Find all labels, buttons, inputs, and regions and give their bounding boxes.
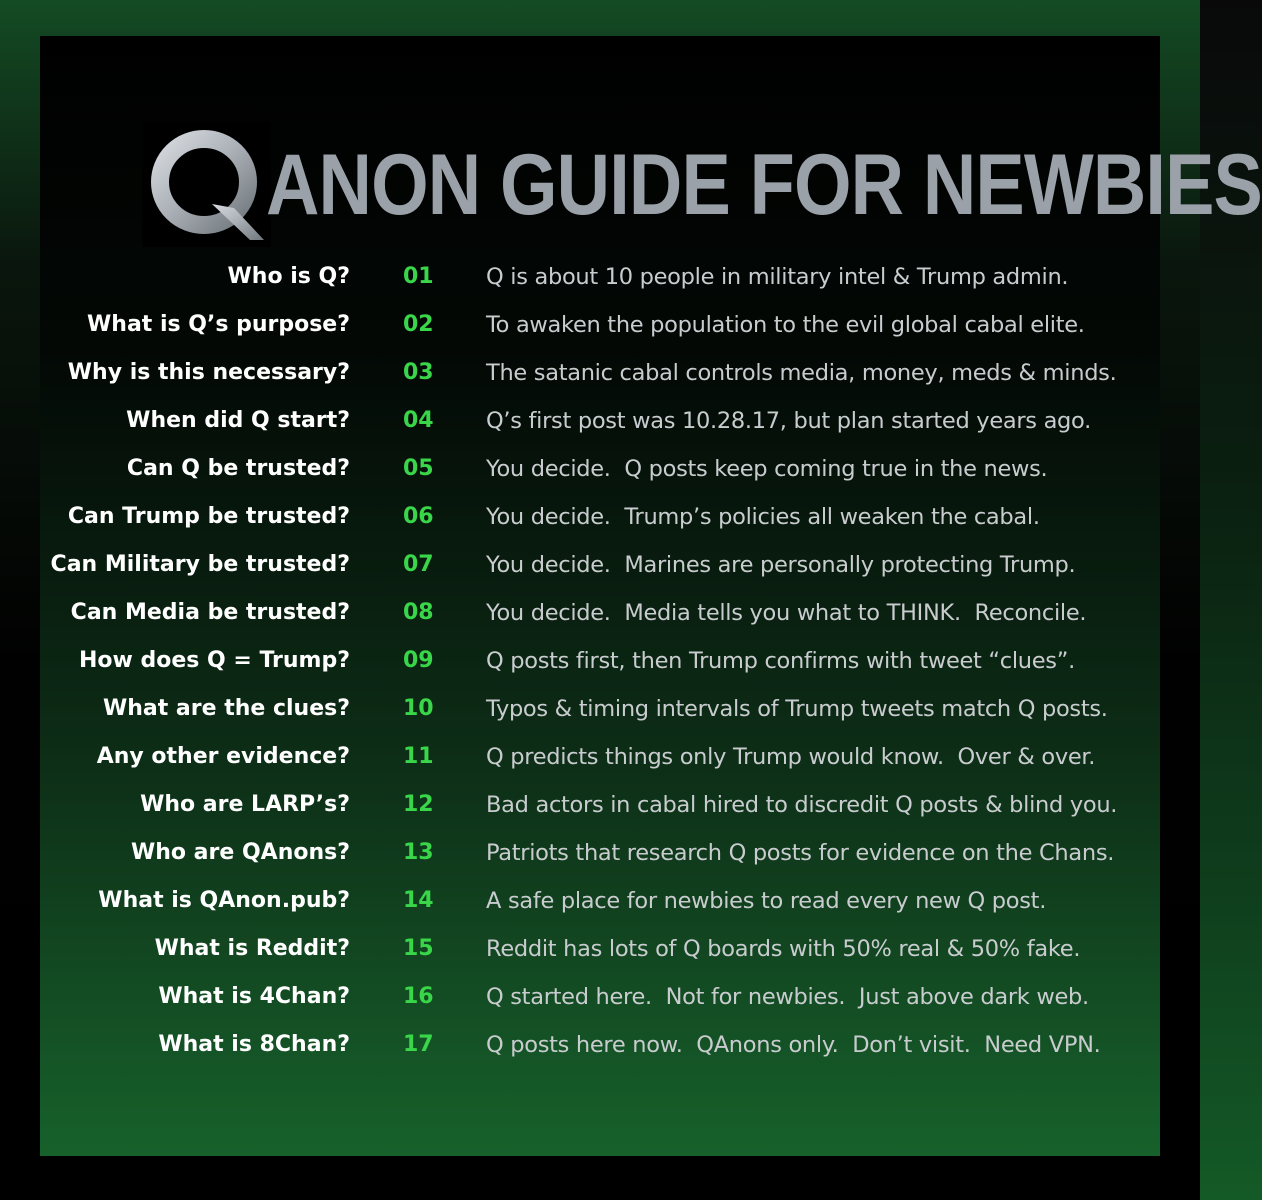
item-number: 16: [403, 984, 434, 1009]
answer-text: You decide. Q posts keep coming true in the news.: [486, 456, 1048, 482]
question-label: Can Trump be trusted?: [67, 504, 350, 529]
answer-text: The satanic cabal controls media, money, meds & minds.: [486, 360, 1117, 386]
question-label: Who is Q?: [227, 264, 350, 289]
answer-text: Reddit has lots of Q boards with 50% real & 50% fake.: [486, 936, 1081, 962]
answer-text: You decide. Trump’s policies all weaken the cabal.: [486, 504, 1040, 530]
list-item: [40, 400, 1160, 448]
answer-text: Q predicts things only Trump would know. Over & over.: [486, 744, 1096, 770]
item-number: 12: [403, 792, 434, 817]
answer-text: Q posts here now. QAnons only. Don’t visit. Need VPN.: [486, 1032, 1101, 1058]
question-label: Can Military be trusted?: [50, 552, 350, 577]
item-number: 10: [403, 696, 434, 721]
answer-text: A safe place for newbies to read every new Q post.: [486, 888, 1047, 914]
item-number: 17: [403, 1032, 434, 1057]
answer-text: Q posts first, then Trump confirms with tweet “clues”.: [486, 648, 1075, 674]
q-logo-icon: [142, 122, 271, 247]
list-item: [40, 592, 1160, 640]
question-label: What is 4Chan?: [158, 984, 350, 1009]
question-label: How does Q = Trump?: [78, 648, 350, 673]
question-label: Who are LARP’s?: [140, 792, 350, 817]
question-label: What is 8Chan?: [158, 1032, 350, 1057]
item-number: 05: [403, 456, 434, 481]
list-item: [40, 352, 1160, 400]
question-label: What is QAnon.pub?: [98, 888, 350, 913]
question-label: When did Q start?: [126, 408, 350, 433]
item-number: 02: [403, 312, 434, 337]
item-number: 09: [403, 648, 434, 673]
answer-text: To awaken the population to the evil global cabal elite.: [486, 312, 1085, 338]
item-number: 14: [403, 888, 434, 913]
answer-text: Q started here. Not for newbies. Just above dark web.: [486, 984, 1089, 1010]
answer-text: Patriots that research Q posts for evidence on the Chans.: [486, 840, 1115, 866]
list-item: [40, 688, 1160, 736]
question-label: Can Media be trusted?: [70, 600, 350, 625]
question-label: Who are QAnons?: [130, 840, 350, 865]
answer-text: Typos & timing intervals of Trump tweets match Q posts.: [486, 696, 1108, 722]
question-label: Any other evidence?: [96, 744, 350, 769]
answer-text: You decide. Marines are personally protecting Trump.: [486, 552, 1076, 578]
answer-text: Q is about 10 people in military intel & Trump admin.: [486, 264, 1069, 290]
question-label: Why is this necessary?: [67, 360, 350, 385]
question-label: What is Reddit?: [154, 936, 350, 961]
list-item: [40, 448, 1160, 496]
list-item: [40, 496, 1160, 544]
item-number: 03: [403, 360, 434, 385]
item-number: 13: [403, 840, 434, 865]
answer-text: Bad actors in cabal hired to discredit Q posts & blind you.: [486, 792, 1118, 818]
item-number: 06: [403, 504, 434, 529]
question-label: What are the clues?: [102, 696, 350, 721]
item-number: 01: [403, 264, 434, 289]
item-number: 15: [403, 936, 434, 961]
answer-text: Q’s first post was 10.28.17, but plan started years ago.: [486, 408, 1091, 434]
q-logo: [142, 122, 271, 247]
question-label: Can Q be trusted?: [126, 456, 350, 481]
answer-text: You decide. Media tells you what to THINK. Reconcile.: [486, 600, 1087, 626]
question-label: What is Q’s purpose?: [87, 312, 350, 337]
item-number: 04: [403, 408, 434, 433]
list-item: [40, 1024, 1160, 1072]
list-item: [40, 976, 1160, 1024]
faq-list: [40, 256, 1160, 1072]
list-item: [40, 832, 1160, 880]
list-item: [40, 544, 1160, 592]
item-number: 07: [403, 552, 434, 577]
list-item: [40, 640, 1160, 688]
list-item: [40, 256, 1160, 304]
list-item: [40, 736, 1160, 784]
list-item: [40, 784, 1160, 832]
page-title: ANON GUIDE FOR NEWBIES: [266, 137, 1262, 233]
list-item: [40, 880, 1160, 928]
guide-panel: [40, 36, 1262, 1156]
list-item: [40, 304, 1160, 352]
item-number: 08: [403, 600, 434, 625]
list-item: [40, 928, 1160, 976]
item-number: 11: [403, 744, 434, 769]
